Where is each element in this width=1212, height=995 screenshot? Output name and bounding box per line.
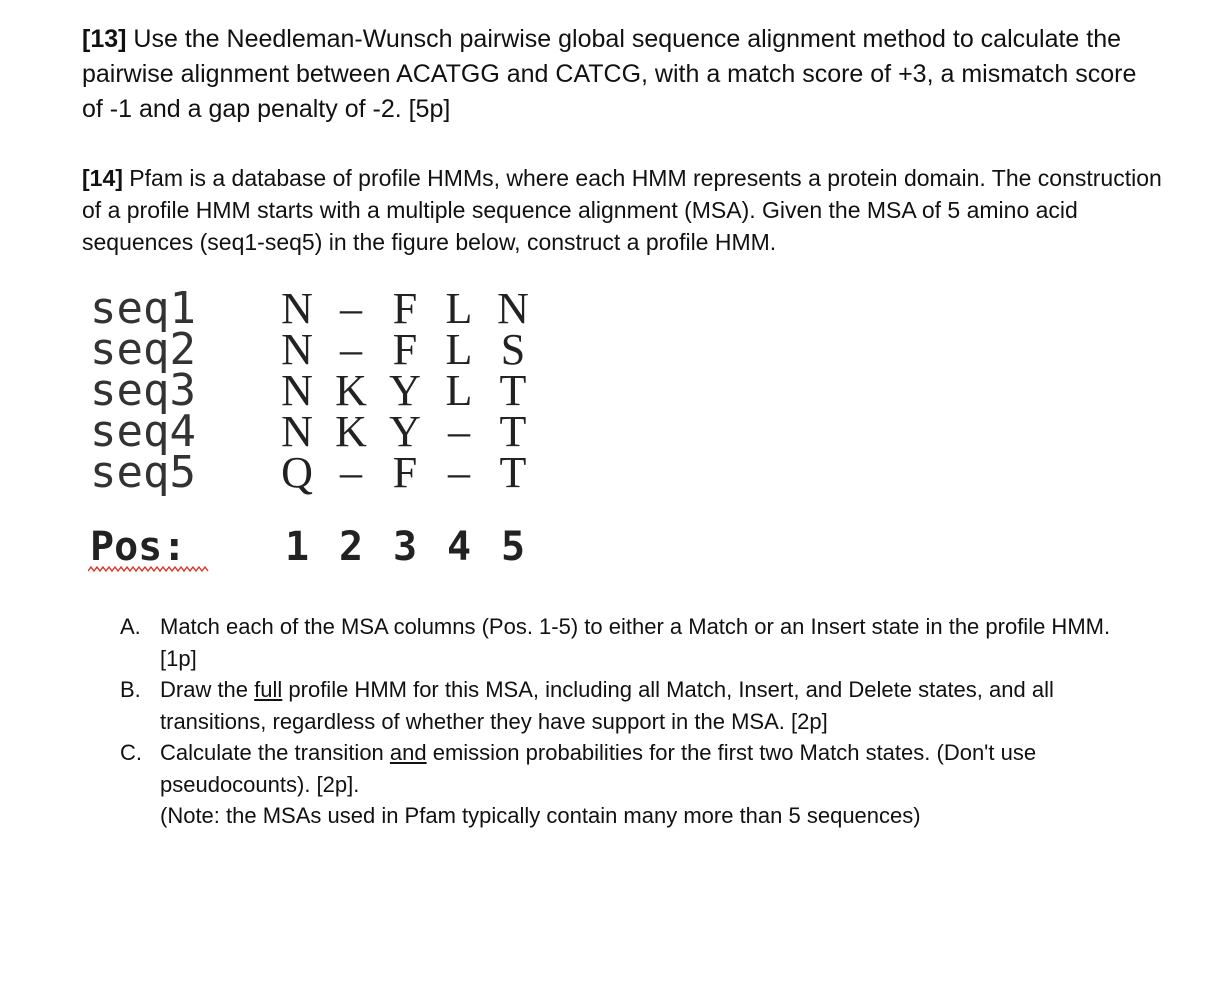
msa-label-seq5: seq5 xyxy=(90,447,196,498)
msa-cell: F xyxy=(392,448,418,497)
position-number: 2 xyxy=(338,524,364,570)
subquestion-c-text xyxy=(160,737,1120,800)
msa-cell: K xyxy=(335,407,367,456)
position-number: 4 xyxy=(446,524,472,570)
msa-row-seq5 xyxy=(270,448,540,497)
msa-cell: – xyxy=(448,448,470,497)
msa-cell: Q xyxy=(281,448,313,497)
position-number: 3 xyxy=(392,524,418,570)
position-label: Pos: xyxy=(90,524,187,570)
question-14-number: [14] xyxy=(82,165,123,191)
question-13-text: Use the Needleman-Wunsch pairwise global sequence alignment method to calculate the pairwise alignment between ACATGG and CATCG, with a match score of +3, a mismatch score of -1 and a gap penalty of -2. [5p] xyxy=(82,25,1137,123)
subquestion-c-underlined: and xyxy=(389,740,427,765)
msa-label-seq3: seq3 xyxy=(90,365,196,416)
msa-cell: Y xyxy=(389,407,421,456)
subquestion-b-letter: B. xyxy=(120,677,141,702)
msa-cell: F xyxy=(392,284,418,333)
question-13 xyxy=(82,22,1162,127)
subquestion-c-letter: C. xyxy=(120,740,142,765)
msa-cell: N xyxy=(497,284,529,333)
position-number: 5 xyxy=(500,524,526,570)
msa-row-seq1 xyxy=(270,284,540,333)
subquestion-a-text: Match each of the MSA columns (Pos. 1-5) to either a Match or an Insert state in the profile HMM. [1p] xyxy=(160,614,1111,671)
msa-cell: S xyxy=(500,325,526,374)
msa-cell: K xyxy=(335,366,367,415)
msa-row-seq2 xyxy=(270,325,540,374)
subquestion-a-letter: A. xyxy=(120,614,141,639)
msa-cell: N xyxy=(281,284,313,333)
subquestion-c-post: emission probabilities for the first two Match states. (Don't use pseudocounts). [2p]. xyxy=(160,740,1037,797)
msa-cell: T xyxy=(499,407,527,456)
msa-row-seq4 xyxy=(270,407,540,456)
subquestion-list xyxy=(120,611,1120,832)
subquestion-b-text xyxy=(160,674,1120,737)
msa-cell: – xyxy=(448,407,470,456)
msa-cell: F xyxy=(392,325,418,374)
msa-alignment-grid xyxy=(270,284,540,497)
msa-cell: T xyxy=(499,448,527,497)
position-numbers xyxy=(270,522,540,572)
subquestion-a xyxy=(120,611,1120,674)
subquestion-b xyxy=(120,674,1120,737)
subquestion-c-pre: Calculate the transition xyxy=(160,740,390,765)
msa-label-seq2: seq2 xyxy=(90,324,196,375)
subquestion-b-underlined: full xyxy=(254,677,283,702)
position-number: 1 xyxy=(284,524,310,570)
msa-cell: – xyxy=(340,284,362,333)
question-14 xyxy=(82,162,1162,258)
msa-label-seq1: seq1 xyxy=(90,283,196,334)
pfam-note: (Note: the MSAs used in Pfam typically contain many more than 5 sequences) xyxy=(160,803,921,828)
subquestion-c xyxy=(120,737,1120,800)
msa-cell: N xyxy=(281,366,313,415)
msa-cell: L xyxy=(445,325,473,374)
msa-cell: L xyxy=(445,366,473,415)
msa-cell: – xyxy=(340,448,362,497)
question-13-number: [13] xyxy=(82,25,127,53)
msa-cell: – xyxy=(340,325,362,374)
msa-label-seq4: seq4 xyxy=(90,406,196,457)
subquestion-b-pre: Draw the xyxy=(160,677,255,702)
msa-cell: N xyxy=(281,325,313,374)
msa-cell: L xyxy=(445,284,473,333)
msa-cell: N xyxy=(281,407,313,456)
subquestion-b-post: profile HMM for this MSA, including all Match, Insert, and Delete states, and all transitions, regardless of whether they have support in the MSA. [2p] xyxy=(160,677,1054,734)
msa-sequence-labels xyxy=(90,283,196,498)
msa-cell: Y xyxy=(389,366,421,415)
msa-row-seq3 xyxy=(270,366,540,415)
spellcheck-underline xyxy=(88,565,210,573)
question-14-text: Pfam is a database of profile HMMs, where each HMM represents a protein domain. The construction of a profile HMM starts with a multiple sequence alignment (MSA). Given the MSA of 5 amino acid sequences (seq1-seq5) in the figure below, construct a profile HMM. xyxy=(82,165,1162,255)
msa-cell: T xyxy=(499,366,527,415)
